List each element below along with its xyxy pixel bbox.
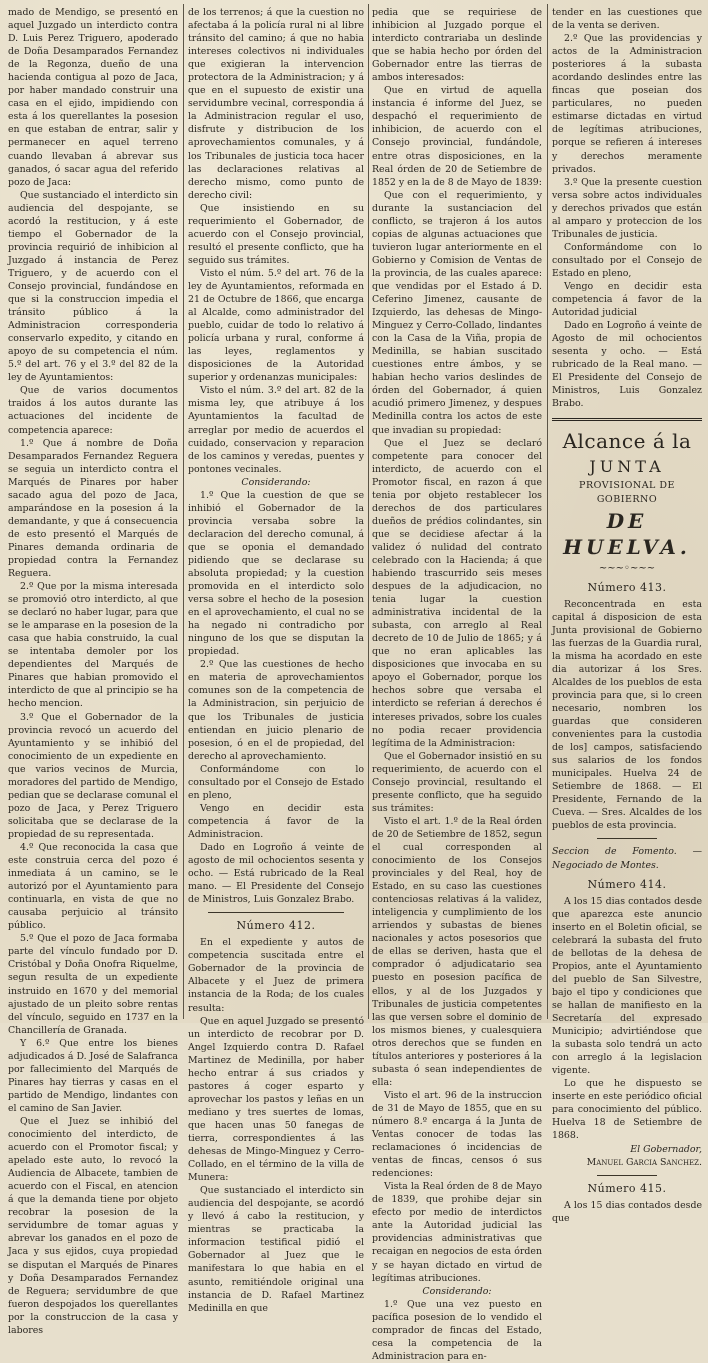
paragraph: 2.º Que las providencias y actos de la Administracion posteriores á la subasta acordando deslindes entre las fincas que poseian dos particulares, no pueden estimarse dictadas en virtud de legítimas atribuciones, porque se refieren á intereses y derechos meramente privados. [552,33,702,175]
paragraph: 3.º Que la presente cuestion versa sobre actos individuales y derechos privados que están al amparo y proteccion de los Tribunales de justicia. [552,176,702,240]
column-1 [8,6,178,1336]
paragraph: Vengo en decidir esta competencia á favor de la Autoridad judicial [552,280,702,319]
paragraph: Vista la Real órden de 8 de Mayo de 1839, que prohibe dejar sin efecto por medio de interdictos ante la Autoridad judicial las providencias administrativas que recaigan en negocios de esta órden y se hayan dictado en virtud de legítimas atribuciones. [372,1181,542,1284]
paragraph: Dado en Logroño á veinte de agosto de mil ochocientos sesenta y ocho. — Está rubricado de la Real mano. — El Presidente del Consejo de Ministros, Luis Gonzalez Brabo. [188,842,364,906]
paragraph: Que el Gobernador insistió en su requerimiento, de acuerdo con el Consejo provincial, resultando el presente conflicto, que ha seguido sus trámites: [372,750,542,814]
column-2 [188,6,364,1314]
paragraph: pedia que se requiriese de inhibicion al Juzgado porque el interdicto contrariaba un deslinde que se habia hecho por órden del Gobernador entre las tierras de ambos interesados: [372,7,542,84]
section-number-414: Número 414. [587,877,667,891]
section-number-415: Número 415. [587,1181,667,1195]
section-number-413: Número 413. [587,580,667,594]
paragraph: tender en las cuestiones que de la venta se deriven. [552,7,702,32]
paragraph: Que sustanciado el interdicto sin audiencia del despojante, se acordó y llevó á cabo la restitucion, y mientras se practicaba la informacion testifical pidió el Gobernador al Juez que le manifestara lo que habia en el asunto, remitiéndole original una instancia de D. Rafael Martinez Medinilla en que [188,1185,364,1314]
section-divider [552,418,702,421]
paragraph: mado de Mendigo, se presentó en aquel Juzgado un interdicto contra D. Luis Perez Triguero, apoderado de Doña Desamparados Fernandez de la Regonza, dueño de una hacienda contigua al pozo de Jaca, por haber mandado construir una casa en el ejido, impidiendo con esta á los querellantes la posesion en que estaban de entrar, salir y permanecer en aquel terreno cuando llevaban á abrevar sus ganados, ó sacar agua del referido pozo de Jaca: [8,7,178,188]
section-number-412: Número 412. [236,919,316,933]
column-rule [183,4,184,1019]
divider [208,912,344,913]
paragraph: Que en aquel Juzgado se presentó un interdicto de recobrar por D. Angel Izquierdo contra D. Rafael Martinez de Medinilla, por haber hecho entrar á sus criados y pastores á coger esparto y aprovechar los pastos y leñas en un mediano y tres suertes de lomas, que hacen unas 50 fanegas de tierra, correspondientes á las dehesas de Mingo-Minguez y Cerro-Collado, en el término de la villa de Munera: [188,1015,364,1184]
paragraph: de los terrenos; á que la cuestion no afectaba á la policía rural ni al libre tránsito del camino; á que no habia intereses colectivos ni individuales que exigieran la intervencion protectora de la Administracion; y á que en el supuesto de existir una servidumbre vecinal, correspondia á la Administracion regular el uso, disfrute y distribucion de los aprovechamientos comunales, y á los Tribunales de justicia toca hacer las declaraciones relativas al derecho mismo, como punto de derecho civil: [188,7,364,201]
column-4 [552,6,702,1224]
considerando-heading: Considerando: [241,476,311,488]
alcance-heading: Alcance á la [562,429,692,454]
paragraph: Que de varios documentos traidos á los autos durante las actuaciones del incidente de competencia aparece: [8,385,178,436]
paragraph: Que el Juez se inhibió del conocimiento del interdicto, de acuerdo con el Promotor fiscal; y apelado este auto, lo revocó la Audiencia de Albacete, tambien de acuerdo con el Fiscal, en atencion á que la demanda tiene por objeto recobrar la posesion de la servidumbre de tomar aguas y abrevar los ganados en el pozo de Jaca y sus ejidos, cuya propiedad se disputan el Marqués de Pinares y Doña Desamparados Fernandez de Reguera; servidumbre de que fueron despojados los querellantes por la construccion de la casa y labores [8,1115,178,1336]
paragraph: Visto el núm. 5.º del art. 76 de la ley de Ayuntamientos, reformada en 21 de Octubre de 1866, que encarga al Alcalde, como administrador del pueblo, cuidar de todo lo relativo á policía urbana y rural, conforme á las leyes, reglamentos y disposiciones de la Autoridad superior y ordenanzas municipales: [188,267,364,384]
paragraph: Visto el art. 1.º de la Real órden de 20 de Setiembre de 1852, segun el cual corresponden al conocimiento de los Consejos provinciales y del Real, hoy de Estado, en su caso las cuestiones contenciosas relativas á la validez, inteligencia y cumplimiento de los arriendos y subastas de bienes nacionales y actos posesorios que de ellas se deriven, hasta que el comprador ó adjudicatario sea puesto en posesion pacífica de ellos, y al de los Juzgados y Tribunales de justicia competentes las que versen sobre el dominio de los mismos bienes, y cualesquiera otros derechos que se funden en títulos anteriores y posteriores á la subasta ó sean independientes de ella: [372,815,542,1088]
paragraph: 4.º Que reconocida la casa que este construia cerca del pozo é inmediata á un camino, se le autorizó por el Ayuntamiento para continuarla, en vista de que no causaba perjuicio al tránsito público. [8,842,178,932]
paragraph: 1.º Que á nombre de Doña Desamparados Fernandez Reguera se seguia un interdicto contra el Marqués de Pinares por haber sacado agua del pozo de Jaca, amparándose en la posesion á la demandante, y que á consecuencia de esto presentó el Marqués de Pinares demanda ordinaria de propiedad contra la Fernandez Reguera. [8,437,178,580]
paragraph: Conformándome con lo consultado por el Consejo de Estado en pleno, [552,241,702,279]
paragraph: Vengo en decidir esta competencia á favor de la Administracion. [188,802,364,840]
divider [597,838,657,839]
paragraph: Dado en Logroño á veinte de Agosto de mil ochocientos sesenta y ocho. — Está rubricado de la Real mano. — El Presidente del Consejo de Ministros, Luis Gonzalez Brabo. [552,320,702,410]
paragraph: Lo que he dispuesto se inserte en este periódico oficial para conocimiento del público. Huelva 18 de Setiembre de 1868. [552,1078,702,1142]
paragraph: Que insistiendo en su requerimiento el Gobernador, de acuerdo con el Consejo provincial, resultó el presente conflicto, que ha seguido sus trámites. [188,202,364,266]
flourish-ornament: ~~~◦~~~ [598,562,656,574]
huelva-heading: DE HUELVA. [563,508,691,559]
paragraph: Que sustanciado el interdicto sin audiencia del despojante, se acordó la restitucion, y á este tiempo el Gobernador de la provincia requirió de inhibicion al Juzgado á instancia de Perez Triguero, y de acuerdo con el Consejo provincial, fundándose en que si la construccion impedia el tránsito público á la Administracion corresponderia conservarlo expedito, y citando en apoyo de su competencia el núm. 5.º del art. 76 y el 3.º del 82 de la ley de Ayuntamientos: [8,189,178,384]
divider [597,1175,657,1176]
column-3 [372,6,542,1362]
provisional-heading: PROVISIONAL DE GOBIERNO [579,480,675,505]
paragraph: A los 15 dias contados desde que aparezca este anuncio inserto en el Boletin oficial, se celebrará la subasta del fruto de bellotas de la dehesa de Propios, ante el Ayuntamiento del pueblo de San Silvestre, bajo el tipo y condiciones que se hallan de manifiesto en la Secretaría del expresado Municipio; advirtiéndose que la subasta solo tendrá un acto con arreglo á la legislacion vigente. [552,895,702,1077]
signature-name: Manuel Garcia Sanchez. [586,1156,702,1168]
paragraph: Que el Juez se declaró competente para conocer del interdicto, de acuerdo con el Promotor fiscal, en razon á que tenia por objeto restablecer los derechos de dos particulares dueños de prédios colindantes, sin que se decidiese afectar á la validez ó nulidad del contrato celebrado con la Hacienda; á que habiendo trascurrido seis meses despues de la adjudicacion, no tenia lugar la cuestion administrativa incidental de la subasta, con arreglo al Real decreto de 10 de Julio de 1865; y á que no eran aplicables las disposiciones que invocaba en su apoyo el Gobernador, porque los hechos sobre que versaba el interdicto se referian á derechos é intereses privados, sobre los cuales no podia recaer providencia legítima de la Administracion: [372,437,542,749]
paragraph: A los 15 dias contados desde que [552,1199,702,1224]
paragraph: 3.º Que el Gobernador de la provincia revocó un acuerdo del Ayuntamiento y se inhibió del conocimiento de un expediente en que varios vecinos de Murcia, moradores del partido de Mendigo, pedian que se declarase comunal el pozo de Jaca, y Perez Triguero solicitaba que se declarase de la propiedad de su representada. [8,711,178,840]
paragraph: Que con el requerimiento, y durante la sustanciacion del conflicto, se trajeron á los autos copias de algunas actuaciones que tuvieron lugar anteriormente en el Gobierno y Comision de Ventas de la provincia, de las cuales aparece: que vendidas por el Estado á D. Ceferino Jimenez, causante de Izquierdo, las dehesas de Mingo-Minguez y Cerro-Collado, lindantes con la Casa de la Viña, propia de Medinilla, se habian suscitado cuestiones entre ámbos, y se habian hecho varios deslindes de órden del Gobernador, á quien acudió primero Jimenez, y despues Medinilla contra los actos de este que invadian su propiedad: [372,189,542,436]
paragraph: 2.º Que por la misma interesada se promovió otro interdicto, al que se declaró no haber lugar, para que se le amparase en la posesion de la casa que habia construido, la cual se intentaba demoler por los dependientes del Marqués de Pinares que habian promovido el interdicto de que al principio se ha hecho mencion. [8,581,178,710]
paragraph: 1.º Que la cuestion de que se inhibió el Gobernador de la provincia versaba sobre la declaracion del derecho comunal, á que se oponia el demandado pidiendo que se declarase su absoluta propiedad; y la cuestion promovida en el interdicto solo versa sobre el hecho de la posesion en el aprovechamiento, el cual no se ha negado ni contradicho por ninguno de los que se disputan la propiedad. [188,489,364,658]
paragraph: 1.º Que una vez puesto en pacífica posesion de lo vendido el comprador de fincas del Estado, cesa la competencia de la Administracion para en- [372,1298,542,1362]
column-rule [368,4,369,1019]
paragraph: 5.º Que el pozo de Jaca formaba parte del vínculo fundado por D. Cristóbal y Doña Onofra Riquelme, segun resulta de un expediente instruido en 1670 y del memorial ajustado de un pleito sobre rentas del vínculo, seguido en 1737 en la Chancillería de Granada. [8,933,178,1036]
paragraph: 2.º Que las cuestiones de hecho en materia de aprovechamientos comunes son de la competencia de la Administracion, sin perjuicio de que los Tribunales de justicia entiendan en juicio plenario de posesion, ó en el de propiedad, del derecho al aprovechamiento. [188,659,364,762]
paragraph: Y 6.º Que entre los bienes adjudicados á D. José de Salafranca por fallecimiento del Marqués de Pinares hay tierras y casas en el partido de Mendigo, lindantes con el camino de San Javier. [8,1037,178,1114]
seccion-heading: Seccion de Fomento. — Negociado de Montes. [552,846,702,871]
signature-title: El Gobernador, [630,1143,702,1155]
paragraph: Visto el núm. 3.º del art. 82 de la misma ley, que atribuye á los Ayuntamientos la facultad de arreglar por medio de acuerdos el cuidado, conservacion y reparacion de los caminos y veredas, puentes y pontones vecinales. [188,385,364,475]
paragraph: Que en virtud de aquella instancia é informe del Juez, se despachó el requerimiento de inhibicion, de acuerdo con el Consejo provincial, fundándole, entre otras disposiciones, en la Real órden de 20 de Setiembre de 1852 y en la de 8 de Mayo de 1839: [372,85,542,188]
paragraph: Reconcentrada en esta capital á disposicion de esta Junta provisional de Gobierno las fuerzas de la Guardia rural, la misma ha acordado en este dia autorizar á los Sres. Alcaldes de los pueblos de esta provincia para que, si lo creen necesario, nombren los guardas que consideren convenientes para la custodia de los] campos, satisfaciendo sus salarios de los fondos municipales. Huelva 24 de Setiembre de 1868. — El Presidente, Fernando de la Cueva. — Sres. Alcaldes de los pueblos de esta provincia. [552,598,702,832]
considerando-heading: Considerando: [422,1285,492,1297]
junta-heading: JUNTA [589,457,665,477]
column-rule [547,4,548,1019]
paragraph: Conformándome con lo consultado por el Consejo de Estado en pleno, [188,763,364,801]
paragraph: En el expediente y autos de competencia suscitada entre el Gobernador de la provincia de Albacete y el Juez de primera instancia de la Roda; de los cuales resulta: [188,937,364,1014]
paragraph: Visto el art. 96 de la instruccion de 31 de Mayo de 1855, que en su número 8.º encarga á la Junta de Ventas conocer de todas las reclamaciones ó incidencias de ventas de fincas, censos ó sus redenciones: [372,1089,542,1180]
